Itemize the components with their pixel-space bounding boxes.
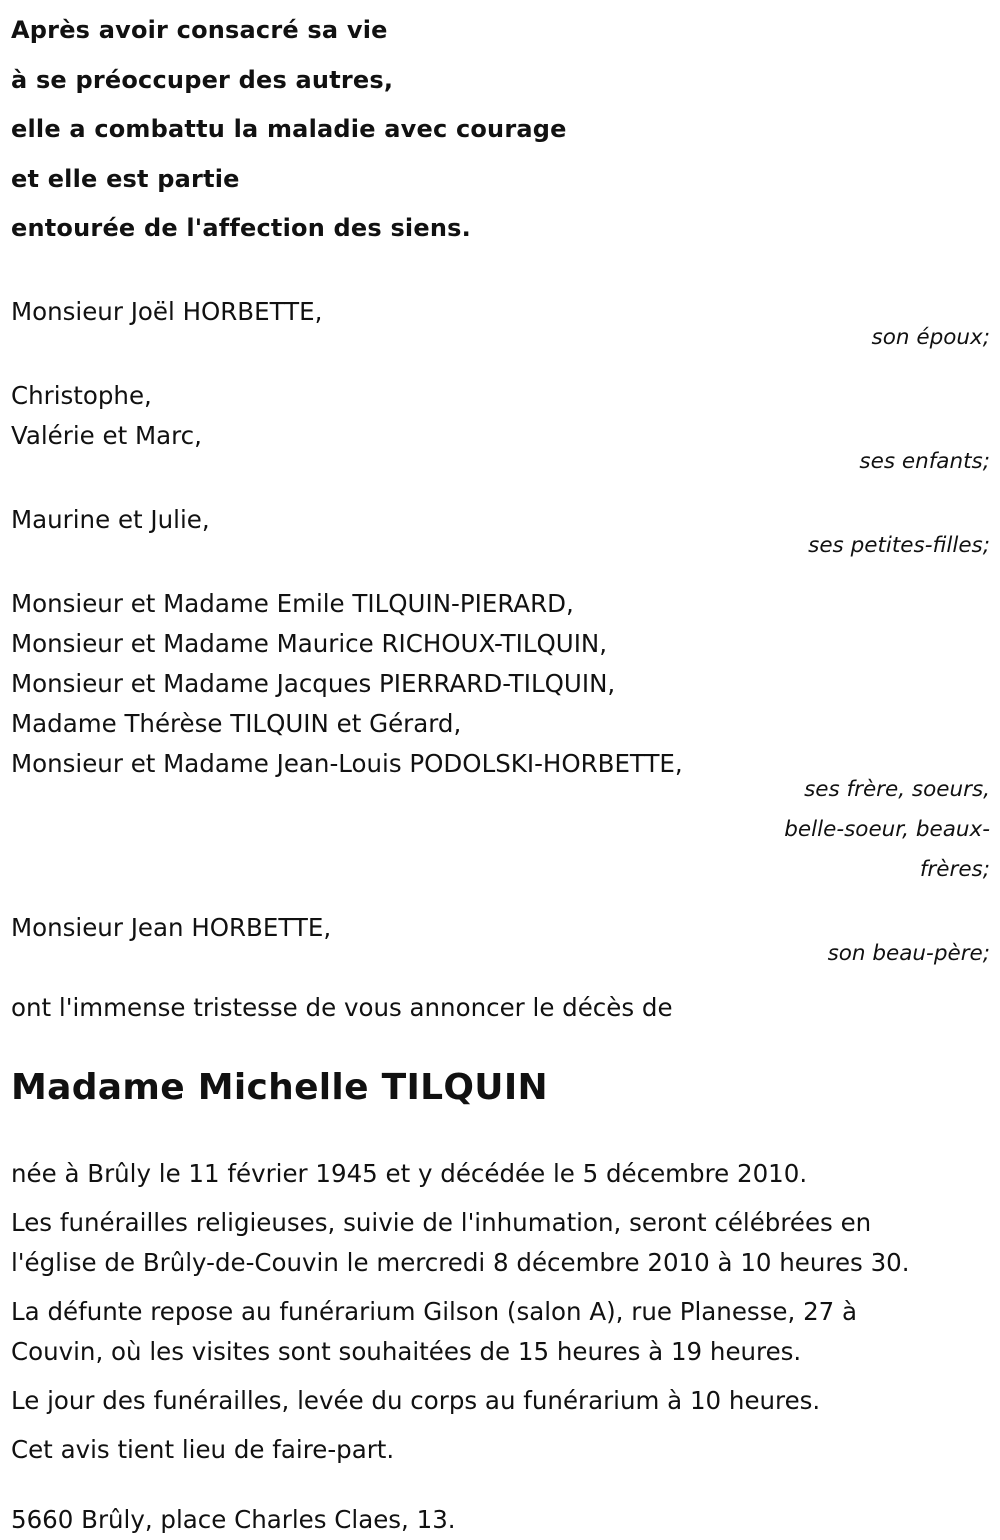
detail-paragraph <box>11 1430 990 1470</box>
family-member-name: Christophe, <box>11 380 152 410</box>
poem-line: elle a combattu la maladie avec courage <box>11 115 567 143</box>
poem-line: et elle est partie <box>11 164 240 193</box>
detail-line: l'église de Brûly-de-Couvin le mercredi 8 décembre 2010 à 10 heures 30. <box>11 1247 910 1277</box>
funeral-details <box>11 1154 990 1470</box>
family-list <box>11 292 990 974</box>
detail-paragraph <box>11 1203 990 1283</box>
opening-poem <box>11 0 990 254</box>
family-relation-line: ses frère, soeurs, <box>804 776 990 802</box>
family-relation <box>750 770 990 890</box>
family-group-granddaughters <box>11 500 990 566</box>
family-member-name: Monsieur Joël HORBETTE, <box>11 296 323 326</box>
family-group-spouse <box>11 292 990 358</box>
family-member-name: Monsieur Jean HORBETTE, <box>11 912 332 942</box>
family-relation-line: frères; <box>919 856 990 882</box>
family-relation-line: belle-soeur, beaux- <box>784 816 990 842</box>
family-member-name: Madame Thérèse TILQUIN et Gérard, <box>11 708 462 738</box>
family-member-name: Monsieur et Madame Maurice RICHOUX-TILQUIN, <box>11 628 608 658</box>
family-member-name: Monsieur et Madame Jacques PIERRARD-TILQUIN, <box>11 668 616 698</box>
announcement-text: ont l'immense tristesse de vous annoncer le décès de <box>11 992 673 1022</box>
detail-paragraph <box>11 1381 990 1421</box>
poem-line: Après avoir consacré sa vie <box>11 16 388 44</box>
family-address: 5660 Brûly, place Charles Claes, 13. <box>11 1504 456 1534</box>
detail-paragraph <box>11 1154 990 1194</box>
family-group-children <box>11 376 990 482</box>
family-relation-line: son beau-père; <box>827 940 990 966</box>
poem-line: entourée de l'affection des siens. <box>11 214 471 242</box>
detail-line: Le jour des funérailles, levée du corps au funérarium à 10 heures. <box>11 1385 821 1415</box>
family-member-name: Valérie et Marc, <box>11 420 202 450</box>
family-member-name: Monsieur et Madame Emile TILQUIN-PIERARD, <box>11 588 574 618</box>
detail-line: Couvin, où les visites sont souhaitées de 15 heures à 19 heures. <box>11 1336 802 1366</box>
poem-line: à se préoccuper des autres, <box>11 65 394 94</box>
deceased-name: Madame Michelle TILQUIN <box>11 1066 548 1108</box>
detail-line: Les funérailles religieuses, suivie de l'inhumation, seront célébrées en <box>11 1207 872 1237</box>
detail-line: née à Brûly le 11 février 1945 et y décédée le 5 décembre 2010. <box>11 1158 808 1188</box>
family-relation-line: ses enfants; <box>859 448 990 474</box>
detail-line: La défunte repose au funérarium Gilson (salon A), rue Planesse, 27 à <box>11 1296 858 1326</box>
family-group-father-in-law <box>11 908 990 974</box>
family-member-name: Maurine et Julie, <box>11 504 210 534</box>
family-relation-line: ses petites-filles; <box>808 532 990 558</box>
family-group-siblings <box>11 584 990 890</box>
family-relation-line: son époux; <box>871 324 990 350</box>
detail-paragraph <box>11 1292 990 1372</box>
family-member-name: Monsieur et Madame Jean-Louis PODOLSKI-HORBETTE, <box>11 748 683 778</box>
detail-line: Cet avis tient lieu de faire-part. <box>11 1434 395 1464</box>
